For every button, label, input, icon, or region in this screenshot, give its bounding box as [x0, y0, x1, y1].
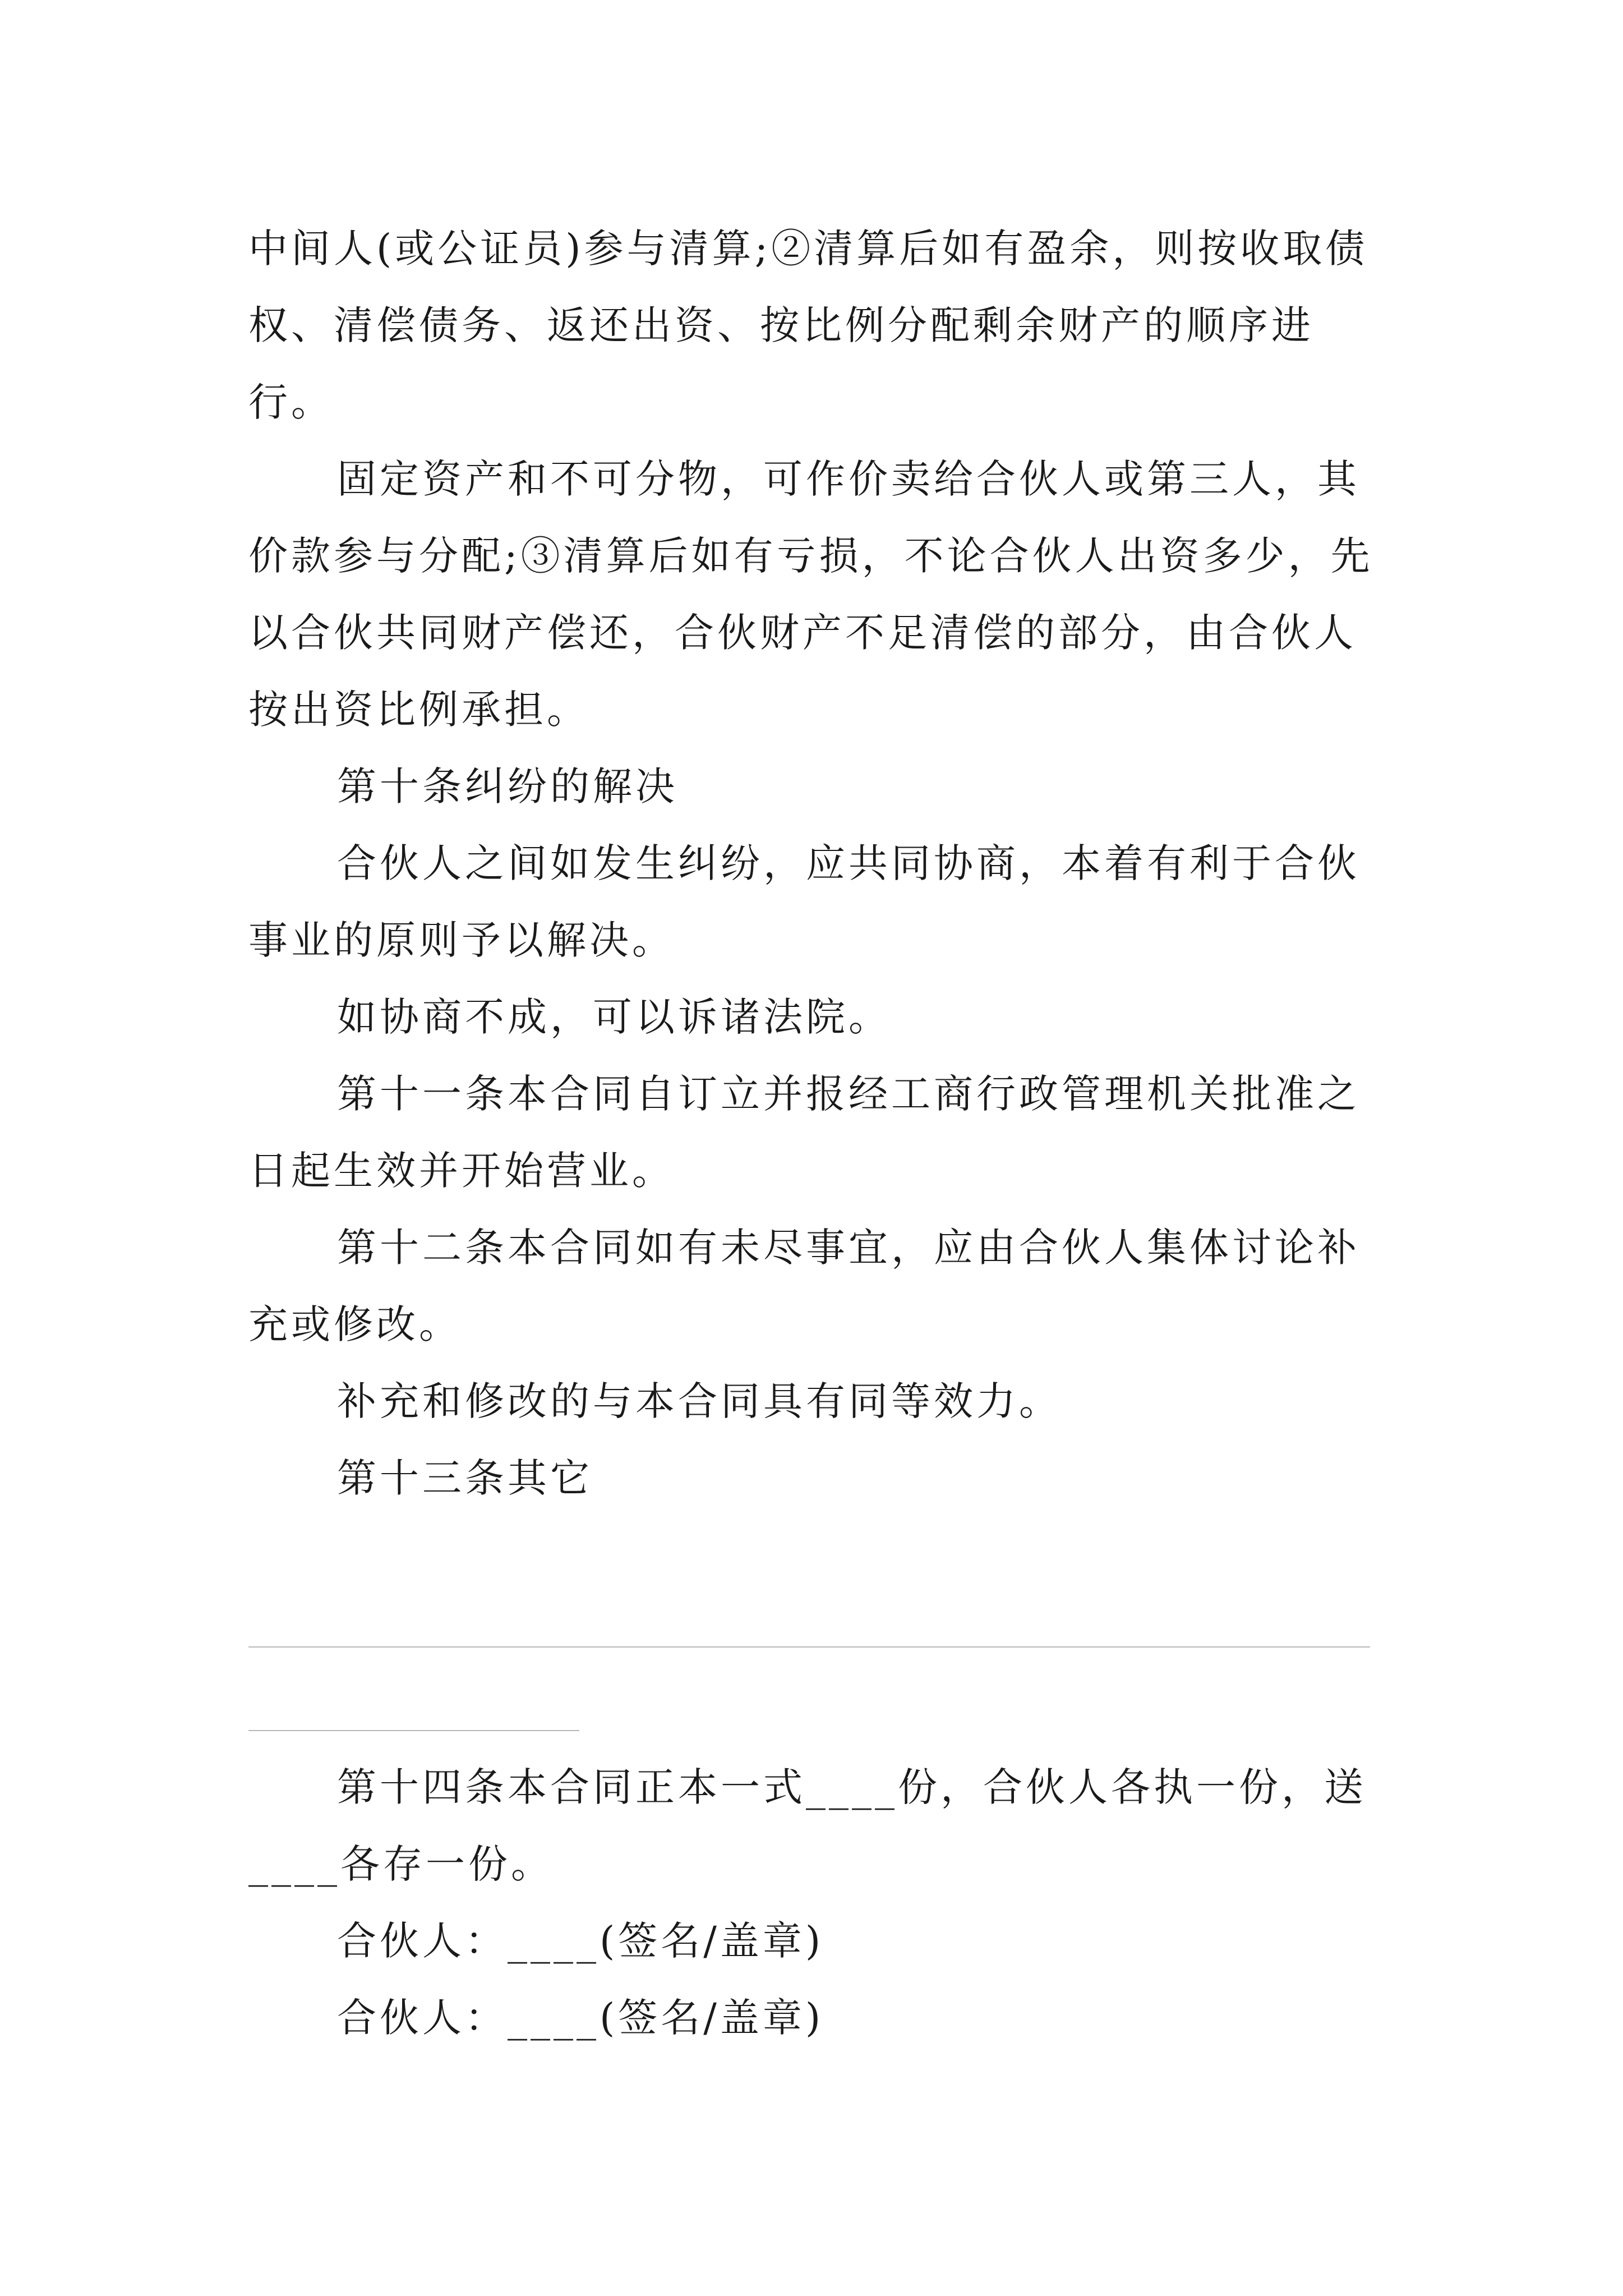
paragraph-fixed-assets: 固定资产和不可分物，可作价卖给合伙人或第三人，其价款参与分配;③清算后如有亏损，不论合伙人出资多少，先以合伙共同财产偿还，合伙财产不足清偿的部分，由合伙人按出资比例承担。: [248, 456, 1373, 733]
fill-in-line-short: [248, 1730, 579, 1731]
paragraph-article-14: 第十四条本合同正本一式____份，合伙人各执一份，送____各存一份。: [248, 1764, 1367, 1887]
document-body-lower: [248, 1749, 1387, 2056]
paragraph-supplement-validity: 补充和修改的与本合同具有同等效力。: [337, 1378, 1062, 1424]
fill-in-line-long: [248, 1646, 1370, 1648]
signature-line-partner-1: 合伙人：____(签名/盖章): [337, 1918, 824, 1964]
paragraph-article-11: 第十一条本合同自订立并报经工商行政管理机关批准之日起生效并开始营业。: [248, 1071, 1360, 1194]
paragraph-dispute-court: 如协商不成，可以诉诸法院。: [337, 994, 891, 1040]
heading-article-10: 第十条纠纷的解决: [337, 763, 678, 809]
signature-line-partner-2: 合伙人：____(签名/盖章): [337, 1995, 824, 2041]
paragraph-liquidation-continued: 中间人(或公证员)参与清算;②清算后如有盈余，则按收取债权、清偿债务、返还出资、按比例分配剩余财产的顺序进行。: [248, 226, 1368, 425]
heading-article-13: 第十三条其它: [337, 1455, 593, 1501]
paragraph-dispute-negotiation: 合伙人之间如发生纠纷，应共同协商，本着有利于合伙事业的原则予以解决。: [248, 840, 1360, 963]
paragraph-article-12: 第十二条本合同如有未尽事宜，应由合伙人集体讨论补充或修改。: [248, 1225, 1360, 1347]
document-body-upper: [248, 210, 1387, 1517]
